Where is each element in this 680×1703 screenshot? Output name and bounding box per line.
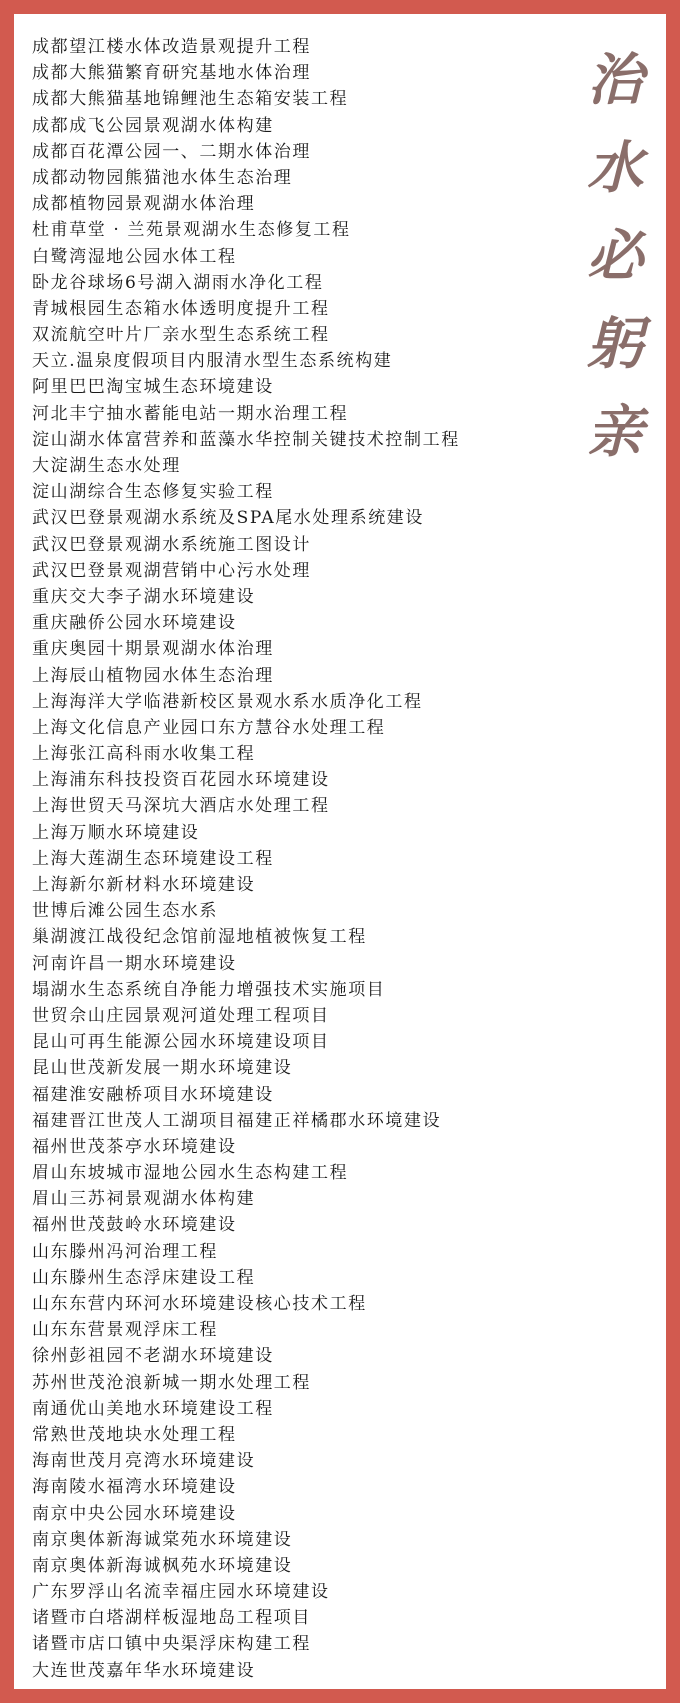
project-item: 成都植物园景观湖水体治理 (32, 194, 256, 215)
project-item: 山东滕州生态浮床建设工程 (32, 1267, 256, 1288)
project-item: 青城根园生态箱水体透明度提升工程 (32, 298, 330, 319)
project-item: 诸暨市白塔湖样板湿地岛工程项目 (32, 1608, 311, 1629)
vertical-title (572, 36, 658, 476)
project-item: 重庆融侨公园水环境建设 (32, 613, 237, 634)
project-item: 世博后滩公园生态水系 (32, 901, 218, 922)
content-panel (14, 14, 666, 1689)
project-list (32, 34, 592, 1684)
project-item: 上海新尔新材料水环境建设 (32, 875, 256, 895)
project-item: 大连世茂嘉年华水环境建设 (32, 1660, 256, 1681)
project-item: 苏州世茂沧浪新城一期水处理工程 (32, 1372, 311, 1393)
project-item: 福建淮安融桥项目水环境建设 (32, 1084, 274, 1105)
project-item: 武汉巴登景观湖水系统施工图设计 (32, 534, 311, 555)
project-item: 白鹭湾湿地公园水体工程 (32, 246, 237, 267)
project-item: 淀山湖综合生态修复实验工程 (32, 482, 274, 503)
project-item: 大淀湖生态水处理 (32, 456, 181, 476)
project-item: 世贸佘山庄园景观河道处理工程项目 (32, 1005, 330, 1026)
project-item: 常熟世茂地块水处理工程 (32, 1424, 237, 1445)
project-item: 徐州彭祖园不老湖水环境建设 (32, 1346, 274, 1367)
project-item: 武汉巴登景观湖水系统及SPA尾水处理系统建设 (32, 508, 424, 529)
project-item: 福建晋江世茂人工湖项目福建正祥橘郡水环境建设 (32, 1110, 442, 1131)
title-char: 必 (587, 223, 643, 289)
project-item: 卧龙谷球场6号湖入湖雨水净化工程 (32, 272, 324, 293)
title-char: 躬 (587, 311, 643, 377)
project-item: 广东罗浮山名流幸福庄园水环境建设 (32, 1582, 330, 1603)
project-item: 眉山三苏祠景观湖水体构建 (32, 1189, 256, 1210)
project-item: 成都成飞公园景观湖水体构建 (32, 115, 274, 136)
project-item: 南通优山美地水环境建设工程 (32, 1398, 274, 1419)
project-item: 福州世茂鼓岭水环境建设 (32, 1215, 237, 1236)
project-item: 成都百花潭公园一、二期水体治理 (32, 141, 311, 162)
project-item: 南京奥体新海诚枫苑水环境建设 (32, 1555, 293, 1576)
project-item: 福州世茂茶亭水环境建设 (32, 1136, 237, 1157)
project-item: 南京奥体新海诚棠苑水环境建设 (32, 1529, 293, 1550)
title-char: 治 (587, 47, 643, 113)
project-item: 昆山世茂新发展一期水环境建设 (32, 1058, 293, 1079)
project-item: 成都大熊猫繁育研究基地水体治理 (32, 63, 311, 84)
project-item: 上海张江高科雨水收集工程 (32, 744, 256, 765)
title-char: 亲 (587, 399, 643, 465)
project-item: 上海辰山植物园水体生态治理 (32, 665, 274, 686)
project-item: 昆山可再生能源公园水环境建设项目 (32, 1032, 330, 1053)
project-item: 山东东营内环河水环境建设核心技术工程 (32, 1294, 367, 1314)
project-item: 山东东营景观浮床工程 (32, 1320, 218, 1341)
project-item: 淀山湖水体富营养和蓝藻水华控制关键技术控制工程 (32, 429, 460, 450)
project-item: 河南许昌一期水环境建设 (32, 953, 237, 974)
project-item: 上海浦东科技投资百花园水环境建设 (32, 770, 330, 791)
project-item: 海南陵水福湾水环境建设 (32, 1477, 237, 1498)
project-item: 天立.温泉度假项目内服清水型生态系统构建 (32, 351, 393, 372)
project-item: 眉山东坡城市湿地公园水生态构建工程 (32, 1163, 349, 1184)
project-item: 海南世茂月亮湾水环境建设 (32, 1451, 256, 1472)
project-item: 成都望江楼水体改造景观提升工程 (32, 37, 311, 57)
project-item: 上海海洋大学临港新校区景观水系水质净化工程 (32, 691, 423, 712)
project-item: 阿里巴巴淘宝城生态环境建设 (32, 377, 274, 398)
project-item: 成都动物园熊猫池水体生态治理 (32, 167, 293, 188)
project-item: 诸暨市店口镇中央渠浮床构建工程 (32, 1634, 311, 1655)
project-item: 重庆交大李子湖水环境建设 (32, 586, 256, 607)
project-item: 山东滕州冯河治理工程 (32, 1241, 218, 1262)
project-item: 上海万顺水环境建设 (32, 822, 200, 843)
project-item: 重庆奥园十期景观湖水体治理 (32, 639, 274, 660)
project-item: 上海大莲湖生态环境建设工程 (32, 848, 274, 869)
title-char: 水 (587, 135, 643, 201)
project-item: 塌湖水生态系统自净能力增强技术实施项目 (32, 979, 386, 1000)
project-item: 上海文化信息产业园口东方慧谷水处理工程 (32, 717, 386, 738)
project-item: 杜甫草堂 · 兰苑景观湖水生态修复工程 (32, 220, 351, 241)
project-item: 双流航空叶片厂亲水型生态系统工程 (32, 325, 330, 346)
project-item: 河北丰宁抽水蓄能电站一期水治理工程 (32, 403, 349, 424)
project-item: 武汉巴登景观湖营销中心污水处理 (32, 560, 311, 581)
project-item: 巢湖渡江战役纪念馆前湿地植被恢复工程 (32, 927, 367, 948)
project-item: 南京中央公园水环境建设 (32, 1503, 237, 1524)
project-item: 成都大熊猫基地锦鲤池生态箱安装工程 (32, 89, 349, 110)
project-item: 上海世贸天马深坑大酒店水处理工程 (32, 796, 330, 817)
